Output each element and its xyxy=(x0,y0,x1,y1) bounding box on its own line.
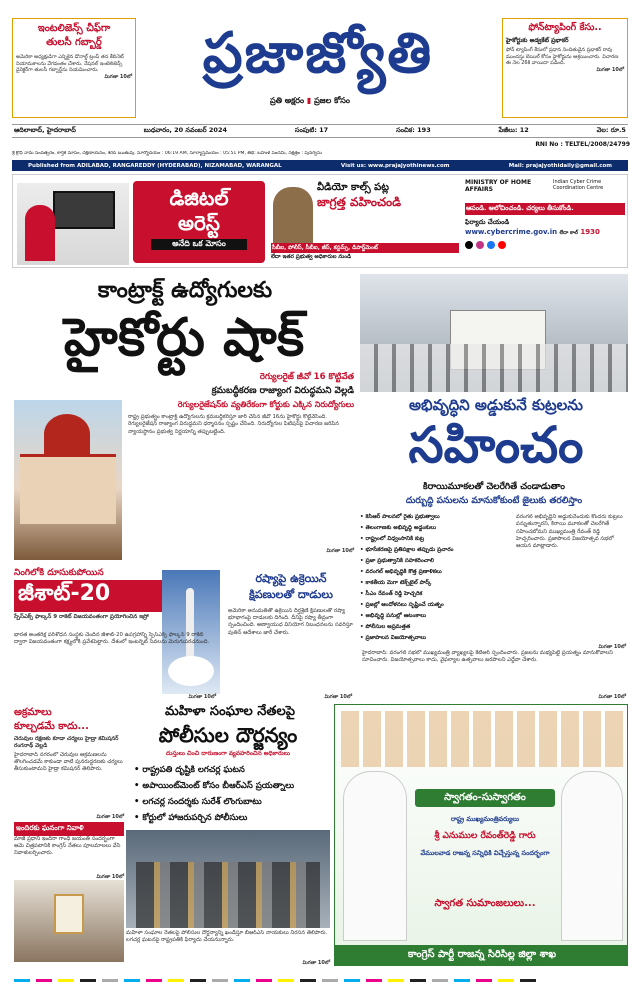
gsat-headline: జీశాట్-20 xyxy=(14,580,164,612)
ad-advice: ఆపండి. ఆలోచించండి. చర్యలు తీసుకోండి. xyxy=(465,203,625,215)
yellow-swatch xyxy=(58,979,74,982)
right-teaser-body: ఫోన్ ట్యాపింగ్ కేసులో ప్రధాన నిందితుడైన ప్రభాకర్ రావు ముందస్తు బెయిల్ కోసం హైకోర్టును ఆశ్రయించారు. విచారణ ఈ నెల 26కి వాయిదా పడింది. xyxy=(506,47,619,66)
welcome-footer: కాంగ్రెస్ పార్టీ రాజన్న సిరిసిల్ల జిల్లా శాఖ xyxy=(335,945,628,965)
ktr-body: హైదరాబాద్: వరంగల్ సభలో ముఖ్యమంత్రి వ్యాఖ్యలపై కేటీఆర్ స్పందించారు. ప్రజలను మభ్యపెట్టే ప్రయత్నం మానుకోవాలని సూచించారు. విజయోత్సవాలు కాదు, వైఫల్యాల ఉత్సవాలు జరపాలని ఎద్దేవా చేశారు. xyxy=(362,650,613,664)
panchangam-line: శ్రీ క్రోధి నామ సంవత్సరం, కార్తీక మాసం, దక్షిణాయనం, శరద్ ఋతువు, సూర్యోదయం : 06:19 AM, సూర్యాస్తమయం : 05:51 PM, తిథి: బహుళ పంచమి, నక్షత్రం : పునర్వసు xyxy=(12,151,322,156)
gsat-subhead: స్పేస్ఎక్స్ ఫాల్కన్ 9 రాకెట్ విజయవంతంగా ప్రయోగించిన ఇస్రో xyxy=(14,614,149,620)
gsat-body: భారత అంతరిక్ష పరిశోధన సంస్థకు చెందిన జీశాట్-20 ఉపగ్రహాన్ని స్పేస్ఎక్స్ ఫాల్కన్ 9 రాకెట్ ద్వారా విజయవంతంగా కక్ష్యలోకి ప్రవేశపెట్టారు. దేశంలో ఇంటర్నెట్ సేవలను మెరుగుపరచనుంది. xyxy=(14,632,210,646)
lead-sub-2: క్రమబద్ధీకరణ రాజ్యాంగ విరుద్ధమని వెల్లడి xyxy=(211,386,354,396)
youtube-icon xyxy=(498,241,506,249)
cyan-swatch xyxy=(344,979,360,982)
masthead-title: ప్రజాజ్యోతి xyxy=(202,21,434,86)
published-from: Published from ADILABAD, RANGAREDDY (HYDERABAD), NIZAMABAD, WARANGAL xyxy=(28,162,282,169)
published-bar xyxy=(12,160,628,171)
ad-agencies: సీబీఐ, పోలీస్, సీబీఐ, జీస్, కస్టమ్స్, డిపార్ట్‌మెంట్ xyxy=(271,243,459,253)
magenta-swatch xyxy=(476,979,492,982)
women-bullets xyxy=(134,762,330,826)
women-more: మిగతా 10లో xyxy=(302,960,330,966)
women-bullet: • కోర్టులో హాజరుపర్చిన పోలీసులు xyxy=(134,813,248,823)
women-bullet: • అపాయింట్‌మెంట్ కోసం బీఆర్ఎస్ ప్రయత్నాలు xyxy=(134,781,295,791)
magenta-swatch xyxy=(366,979,382,982)
cyan-swatch xyxy=(14,979,30,982)
cm-sub-1: కిరాయిమూకలతో చెలరేగితే చండాడుతాం xyxy=(423,482,565,492)
left-teaser-body: అమెరికా అధ్యక్షుడిగా ఎన్నికైన డొనాల్డ్ ట్రంప్ తన కేబినెట్ నియామకాలను వేగవంతం చేశారు. నేషనల్ ఇంటెలిజెన్స్ డైరెక్టర్‌గా తులసీ గబ్బార్డ్‌ను నియమించారు. xyxy=(16,54,124,73)
cm-bullet: • అభివృద్ధి పనుల్లో ఆటంకాలు xyxy=(360,613,427,619)
black-swatch xyxy=(520,979,536,982)
women-bullet: • లగచర్ల సందర్శకు సురేశ్ లొంగుబాటు xyxy=(134,797,262,807)
russia-body: అమెరికా అనుమతితో ఉక్రెయిన్ దీర్ఘశ్రేణి క్షిపణులతో రష్యా భూభాగంపై దాడులకు దిగింది. దీనిపై రష్యా తీవ్రంగా స్పందించింది. అణ్వాయుధ వినియోగ నిబంధనలను సవరిస్తూ పుతిన్ ఆదేశాలు జారీ చేశారు. xyxy=(228,608,354,636)
grey-swatch xyxy=(432,979,448,982)
tagline-right: ప్రజల కోసం xyxy=(314,96,350,105)
officials-group xyxy=(360,344,628,392)
ad-helpline-label: లేదా కాల్ xyxy=(559,230,578,236)
right-teaser-box xyxy=(502,18,628,118)
facebook-icon xyxy=(487,241,495,249)
ad-website: www.cybercrime.gov.in xyxy=(465,228,558,236)
ad-report: ఫిర్యాదు చేయండి xyxy=(465,218,510,226)
cm-bullet: • పోలీసుల అప్రమత్తత xyxy=(360,624,411,630)
high-court-photo xyxy=(14,400,122,560)
illegal-headline-1: అక్రమాలు xyxy=(14,707,52,718)
cm-sub-2: దుర్బుద్ధి పనులను మానుకోకుంటే జైలుకు తరలిస్తాం xyxy=(405,496,583,506)
building-icon xyxy=(20,454,116,524)
masthead-tagline xyxy=(270,96,470,107)
gsat-more: మిగతా 10లో xyxy=(188,694,216,700)
illegal-body: హైదరాబాద్ నగరంలో చెరువుల ఆక్రమణలను తొలగించడమే కాకుండా వాటి పునరుద్ధరణకు చర్యలు తీసుకుంటామని హైడ్రా కమిషనర్ తెలిపారు. xyxy=(14,752,123,773)
black-swatch xyxy=(80,979,96,982)
magenta-swatch xyxy=(256,979,272,982)
ad-right xyxy=(465,179,625,265)
cm-bullet: • సీఎం రేవంత్ రెడ్డి హెచ్చరిక xyxy=(360,591,423,597)
left-teaser-headline-2: తులసీ గబ్బార్డ్ xyxy=(46,37,102,48)
cyber-ad xyxy=(12,174,628,268)
ad-call-text: వీడియో కాల్స్ పట్ల xyxy=(317,182,389,193)
lead-sub-3: రెగ్యులరైజేషన్‌కు వ్యతిరేకంగా కోర్టుకు ఎక్కిన నిరుద్యోగులు xyxy=(177,400,354,409)
cyan-swatch xyxy=(124,979,140,982)
illegal-headline-2: కూల్చడమే కాదు... xyxy=(14,721,89,732)
cm-bullet: • ప్రజా ప్రభుత్వానికి సహకరించాలి xyxy=(360,558,434,564)
laptop-icon xyxy=(53,191,115,229)
cm-bullet: • కెసిఆర్ పాలనలో రైతు ప్రభుత్వాలు xyxy=(360,514,440,520)
cm-bullet: • ప్రజల్లో ఆందోళనలు సృష్టించే యత్నం xyxy=(360,602,444,608)
left-teaser-more: మిగతా 10లో xyxy=(104,73,132,80)
cm-bullet: • భూసేకరణపై ప్రతిపక్షాల తప్పుడు ప్రచారం xyxy=(360,547,454,553)
cm-photo xyxy=(360,274,628,392)
dateline-volume: సంపుటి: 17 xyxy=(294,126,329,134)
russia-headline-1: రష్యాపై ఉక్రెయిన్ xyxy=(255,572,327,585)
cm-body: వరంగల్ అభివృద్ధిని అడ్డుకునేందుకు కొందరు కుట్రలు పన్నుతున్నారని, కిరాయి మూకలతో చెలరేగితే సహించబోమని ముఖ్యమంత్రి రేవంత్ రెడ్డి హెచ్చరించారు. ప్రజాపాలన విజయోత్సవ సభలో ఆయన మాట్లాడారు. xyxy=(516,514,623,550)
minister-figure-icon xyxy=(561,771,623,941)
yellow-swatch xyxy=(278,979,294,982)
magenta-swatch xyxy=(146,979,162,982)
dateline-price: వెల: రూ.5 xyxy=(596,126,626,134)
lead-red-sub: రెగ్యులరైజ్ జీవో 16 కొట్టివేత xyxy=(259,372,354,382)
cm-headline: సహించం xyxy=(408,416,584,474)
right-teaser-more: మిగతా 10లో xyxy=(596,66,624,73)
illegal-more: మిగతా 10లో xyxy=(96,814,124,820)
grey-swatch xyxy=(212,979,228,982)
women-headline-2: పోలీసుల దౌర్జన్యం xyxy=(158,723,298,747)
indira-body: మాజీ ప్రధాని ఇందిరా గాంధీ జయంతి సందర్భంగా ఆమె చిత్రపటానికి కాంగ్రెస్ నేతలు పూలమాలలు వేసి నివాళులర్పించారు. xyxy=(14,836,121,857)
cm-kicker: అభివృద్ధిని అడ్డుకునే కుట్రలను xyxy=(409,396,583,414)
person-icon xyxy=(25,205,55,261)
lead-body: రాష్ట్ర ప్రభుత్వం కాంట్రాక్ట్ ఉద్యోగులను క్రమబద్ధీకరిస్తూ జారీ చేసిన జీవో 16ను హైకోర్టు కొట్టివేసింది. రెగ్యులరైజేషన్ రాజ్యాంగ విరుద్ధమని ధర్మాసనం స్పష్టం చేసింది. నిరుద్యోగుల పిటిషన్‌పై విచారణ జరిపిన న్యాయస్థానం ప్రభుత్వ నిర్ణయాన్ని తప్పుబట్టింది. xyxy=(128,414,339,435)
ad-caption: అనేది ఒక మోసం xyxy=(151,239,247,250)
ad-title-2: అరెస్ట్ xyxy=(178,211,220,235)
social-icons xyxy=(465,241,625,249)
ad-caution: జాగ్రత్త వహించండి xyxy=(317,195,402,209)
women-body: మహిళా సంఘాల నేతలపై పోలీసుల దౌర్జన్యాన్ని ఖండిస్తూ బీఆర్ఎస్ నాయకులు నిరసన తెలిపారు. లగచర్ల ఘటనపై రాష్ట్రపతికి ఫిర్యాదు చేయనున్నారు. xyxy=(126,930,328,944)
cm-figure-icon xyxy=(343,771,407,941)
illegal-subhead: చెరువుల రక్షణకు కూడా చర్యలు హైడ్రా కమిషనర్ రంగనాథ్ వెల్లడి xyxy=(14,736,119,749)
ad-i4c: Indian Cyber Crime Coordination Centre xyxy=(553,179,604,191)
indira-headline: ఇందిరకు ఘనంగా నివాళి xyxy=(14,822,124,836)
dateline-row xyxy=(12,124,628,138)
ad-red-panel xyxy=(133,181,265,263)
police-officer-icon xyxy=(273,187,313,247)
cyan-swatch xyxy=(454,979,470,982)
lead-headline: హైకోర్టు షాక్ xyxy=(63,308,305,368)
ad-agencies-2: లేదా ఇతర ప్రభుత్వ అధికారుల నుండి xyxy=(271,254,352,260)
cm-bullet: • తెలంగాణకు అభివృద్ధి అడ్డంకులు xyxy=(360,525,437,531)
russia-headline-2: క్షిపణులతో దాడులు xyxy=(249,588,333,601)
rni-number: RNI No : TELTEL/2008/24799 xyxy=(535,141,630,148)
women-photo xyxy=(126,830,330,928)
dateline-date: బుధవారం, 20 నవంబర్ 2024 xyxy=(143,126,227,134)
yellow-swatch xyxy=(498,979,514,982)
ad-title-1: డిజిటల్ xyxy=(169,186,229,210)
black-swatch xyxy=(410,979,426,982)
yellow-swatch xyxy=(168,979,184,982)
women-bullet: • రాష్ట్రపతి దృష్టికి లగచర్ల ఘటన xyxy=(134,765,245,775)
crowd-figures xyxy=(136,862,320,928)
x-icon xyxy=(465,241,473,249)
welcome-line-2: వేములవాడ రాజన్న సన్నిధికి విచ్చేస్తున్న సందర్భంగా xyxy=(420,849,550,857)
cm-bullet: • ప్రజాపాలన విజయోత్సవాలు xyxy=(360,635,427,641)
ktr-more: మిగతా 10లో xyxy=(598,694,626,700)
tagline-divider-icon: ▮ xyxy=(306,96,315,105)
ad-website-row xyxy=(465,228,625,237)
lead-more: మిగతా 10లో xyxy=(326,548,354,554)
cyan-swatch xyxy=(234,979,250,982)
leaders-row xyxy=(341,711,623,767)
indira-more: మిగతా 10లో xyxy=(96,874,124,880)
welcome-ad xyxy=(334,704,628,966)
cm-bullet: • రాష్ట్రంలో విధ్వంసానికి కుట్ర xyxy=(360,536,425,542)
grey-swatch xyxy=(102,979,118,982)
welcome-name: శ్రీ ఎనుముల రేవంత్‌రెడ్డి గారు xyxy=(434,831,536,841)
color-registration-strip xyxy=(14,972,626,982)
dateline-pages: పేజీలు: 12 xyxy=(498,126,529,134)
ad-person-figure xyxy=(17,183,129,265)
right-teaser-headline: ఫోన్‌ట్యాపింగ్ కేసు.. xyxy=(528,22,602,33)
portrait-frame-icon xyxy=(54,894,84,934)
magenta-swatch xyxy=(36,979,52,982)
right-teaser-subhead: హైకోర్టుకు అడ్వకేట్ ప్రభాకర్ xyxy=(506,37,569,44)
welcome-line-3: స్వాగత సుమాంజలులు... xyxy=(434,898,536,909)
dome-icon xyxy=(44,414,90,454)
black-swatch xyxy=(190,979,206,982)
russia-more: మిగతా 10లో xyxy=(324,694,352,700)
grey-swatch xyxy=(322,979,338,982)
women-headline-1: మహిళా సంఘాల నేతలపై xyxy=(165,704,295,719)
black-swatch xyxy=(300,979,316,982)
cm-bullet: • వరంగల్ అభివృద్ధికి కొత్త ప్రణాళికలు xyxy=(360,569,442,575)
cm-more: మిగతా 10లో xyxy=(598,644,626,650)
instagram-icon xyxy=(476,241,484,249)
dateline-place: ఆదిలాబాద్, హైదరాబాద్ xyxy=(14,126,76,134)
indira-photo xyxy=(14,880,124,962)
cm-bullet: • కాకతీయ మెగా టెక్స్‌టైల్ పార్క్ xyxy=(360,580,432,586)
welcome-banner: స్వాగతం-సుస్వాగతం xyxy=(415,789,555,807)
ad-middle xyxy=(271,181,459,263)
tagline-left: ప్రతి అక్షరం xyxy=(270,96,305,105)
yellow-swatch xyxy=(388,979,404,982)
published-web: Visit us: www.prajajyothinews.com xyxy=(340,162,450,169)
ad-helpline: 1930 xyxy=(580,228,600,236)
left-teaser-headline-1: ఇంటలిజెన్స్ చీఫ్‌గా xyxy=(37,23,111,34)
welcome-line-1: రాష్ట్ర ముఖ్యమంత్రివర్యులు xyxy=(450,815,520,823)
published-mail: Mail: prajajyothidaily@gmail.com xyxy=(508,162,612,169)
lead-kicker: కాంట్రాక్ట్ ఉద్యోగులకు xyxy=(97,278,273,303)
dateline-issue: సంచిక: 193 xyxy=(396,126,431,134)
women-red-sub: దుస్తులు చించి దారుణంగా వ్యవహరించిన అధికారులు xyxy=(166,750,290,757)
cm-bullets xyxy=(360,512,512,644)
left-teaser-box xyxy=(12,18,136,118)
ad-ministry: MINISTRY OF HOME AFFAIRS xyxy=(465,179,532,193)
gsat-kicker: నింగిలోకి దూసుకుపోయిన xyxy=(14,568,104,578)
